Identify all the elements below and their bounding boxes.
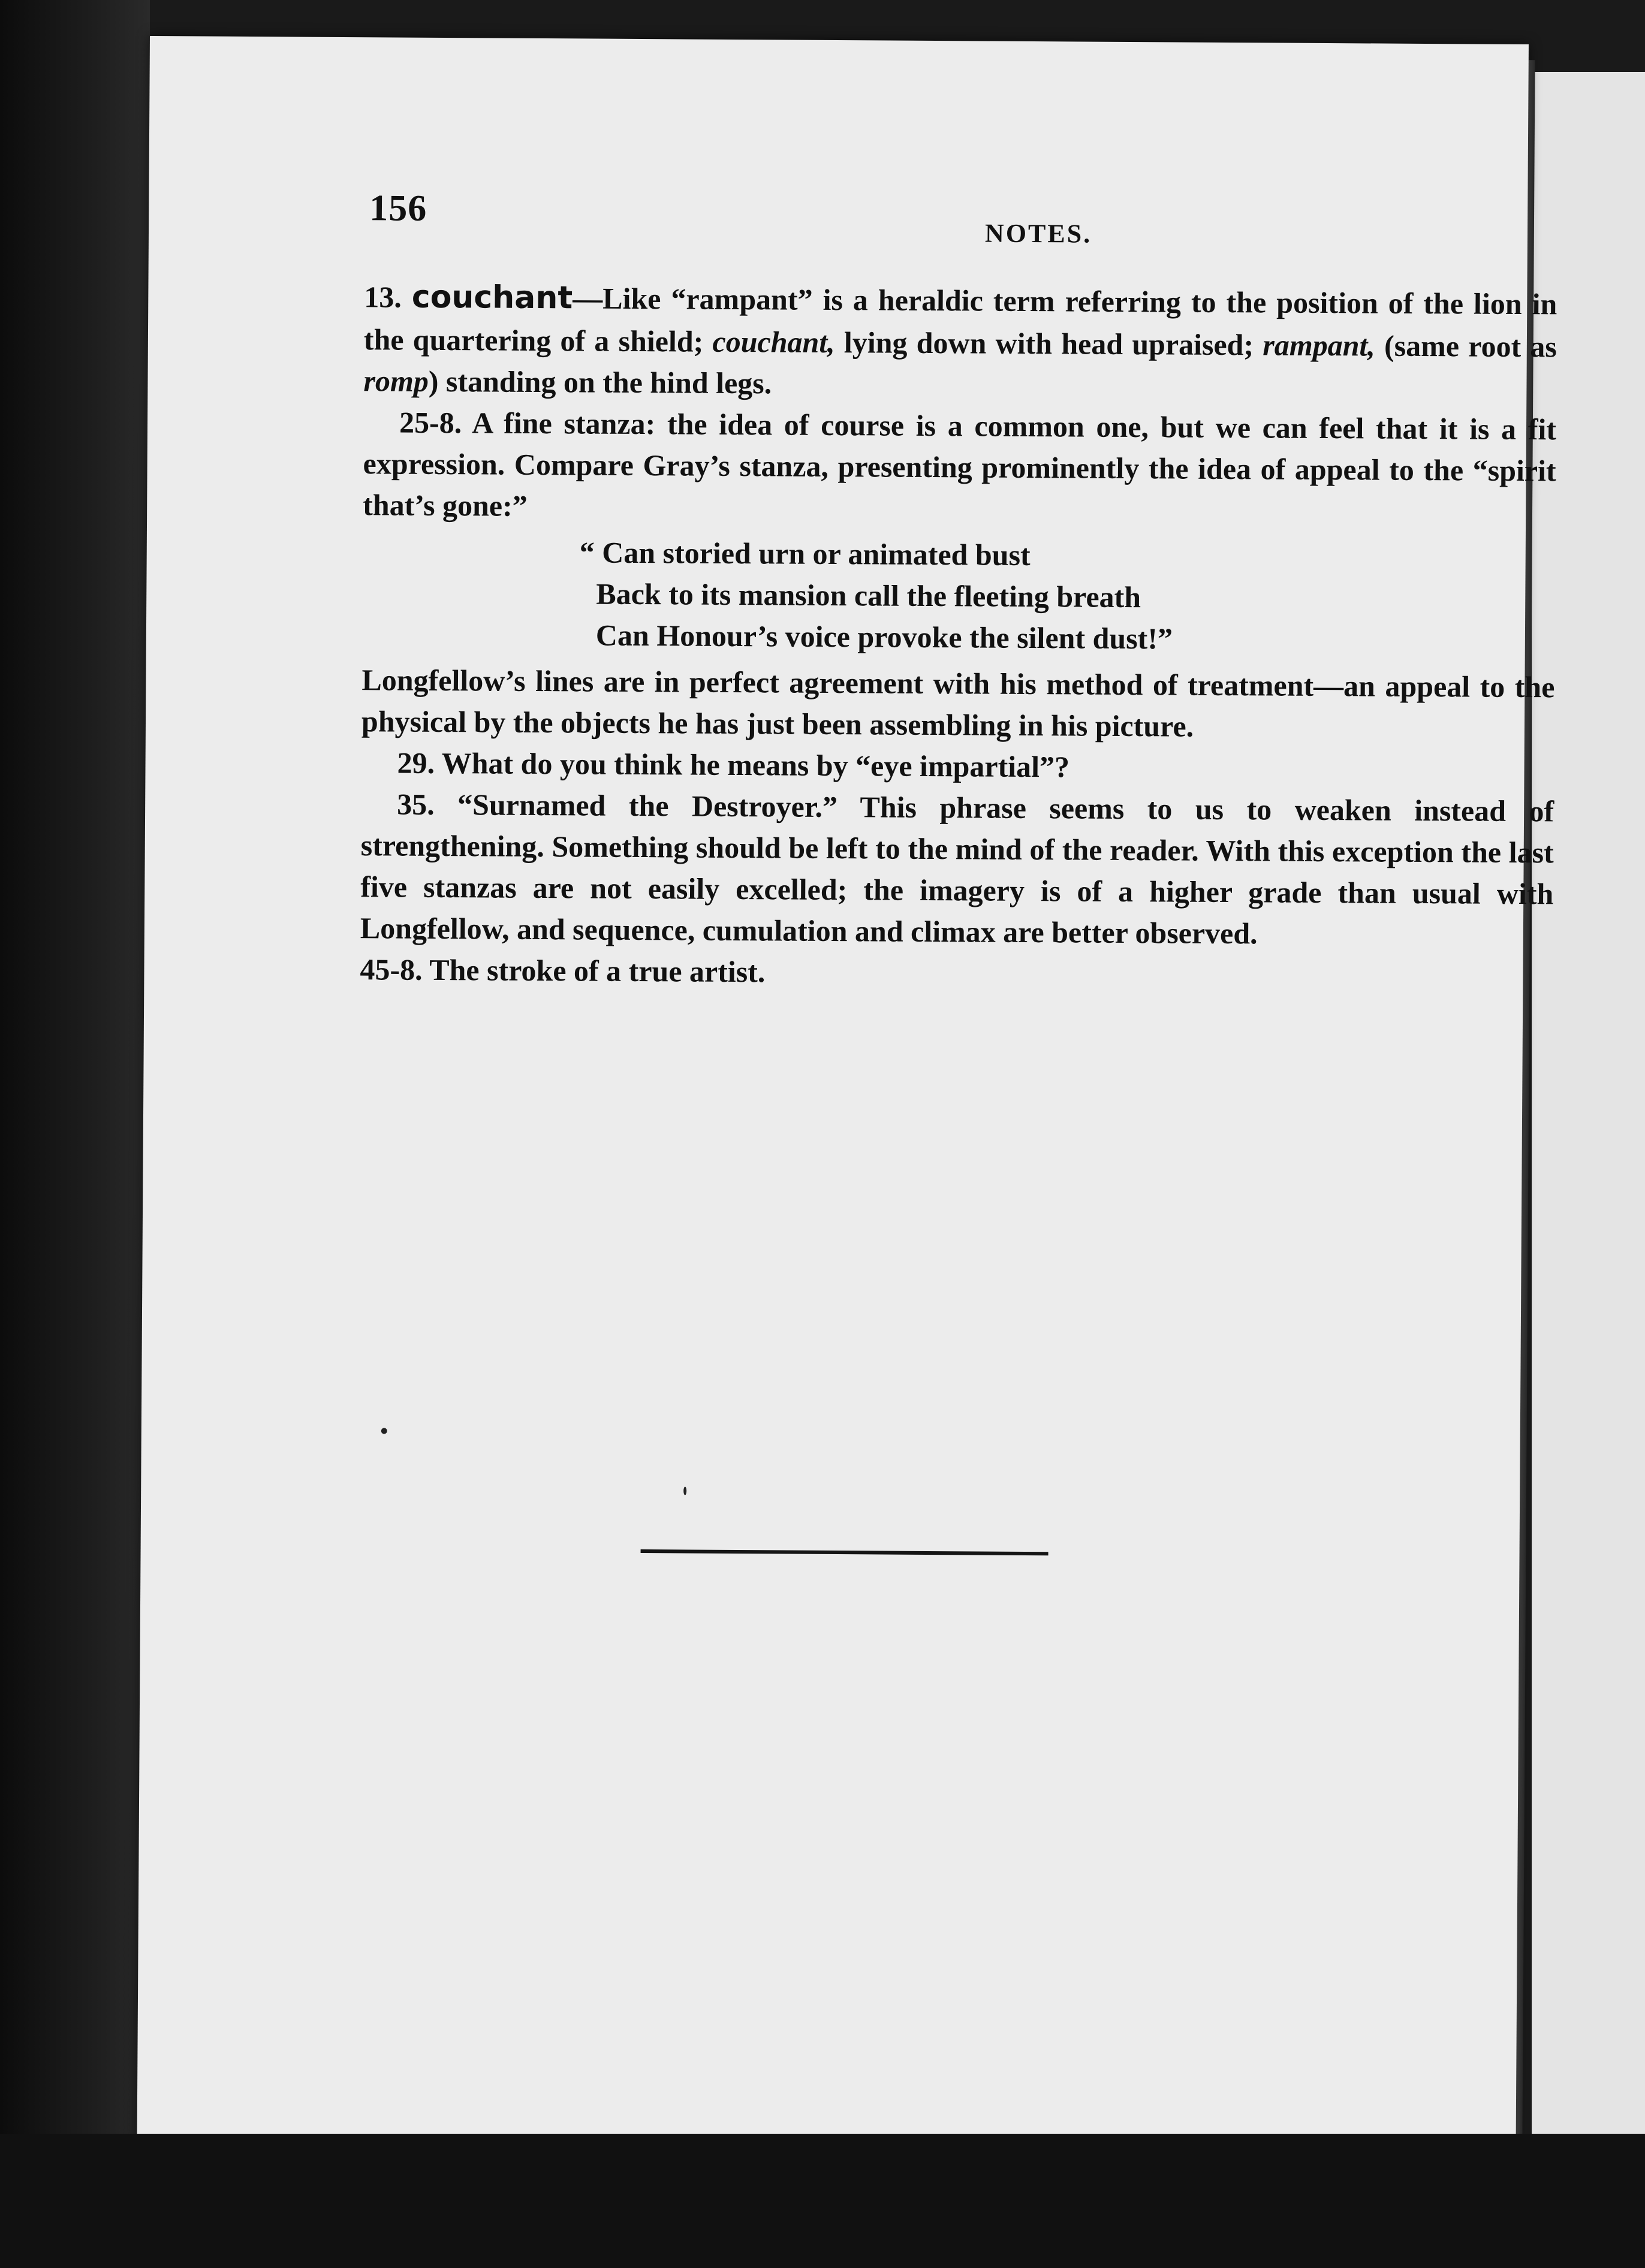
note-13 — [363, 276, 1557, 409]
scan-background-left — [0, 0, 150, 2268]
note-text: The stroke of a true artist. — [429, 952, 766, 989]
note-number: 35. — [397, 787, 435, 821]
running-head: NOTES. — [984, 218, 1092, 249]
gray-quotation — [579, 532, 1556, 662]
note-number: 13. — [364, 280, 402, 314]
quote-line: Can Honour’s voice provoke the silent dust!” — [595, 618, 1173, 656]
end-rule — [641, 1549, 1049, 1555]
note-text-part: (same root as — [1375, 328, 1557, 364]
continuation-paragraph: Longfellow’s lines are in perfect agreement with his method of treatment—an appeal to the physical by the objects he has just been assembling in his picture. — [361, 662, 1555, 743]
note-text: “Surnamed the Destroyer.” This phrase seems to us to weaken instead of strengthening. Something should be left to the mind of the reader. With this exception the last five stanzas are not easily excelled; the imagery is of a higher grade than usual with Longfellow, and sequence, cumulation and climax are better observed. — [360, 787, 1554, 951]
note-text-part: ) standing on the hind legs. — [428, 364, 772, 400]
note-term: couchant — [411, 279, 573, 316]
note-number: 29. — [397, 746, 435, 780]
note-text: A fine stanza: the idea of course is a common one, but we can feel that it is a fit expression. Compare Gray’s stanza, presenting prominently the idea of appeal to the “spirit that’s gone:” — [363, 406, 1557, 523]
note-text-part: couchant, — [712, 324, 835, 359]
note-25-8 — [363, 402, 1556, 533]
book-page — [137, 36, 1557, 2148]
note-45-8 — [360, 949, 1553, 997]
quote-line: Back to its mansion call the fleeting breath — [596, 577, 1141, 614]
notes-text — [360, 276, 1557, 997]
ink-speck — [683, 1486, 686, 1495]
note-text: What do you think he means by “eye impartial”? — [441, 746, 1070, 784]
note-number: 45-8. — [360, 952, 423, 987]
scan-background-bottom — [0, 2134, 1645, 2268]
note-text-part: lying down with head upraised; — [834, 325, 1263, 362]
note-number: 25-8. — [399, 405, 462, 439]
note-29 — [361, 742, 1554, 791]
quote-line: “ Can storied urn or animated bust — [579, 535, 1031, 572]
note-text-part: romp — [363, 363, 429, 398]
note-35 — [360, 783, 1554, 956]
note-text-part: —Like “rampant” is a heraldic term referring to the position of the lion in the quartering of a shield; — [363, 281, 1557, 358]
page-number: 156 — [369, 188, 427, 229]
note-text-part: rampant, — [1263, 328, 1376, 363]
ink-speck — [381, 1428, 387, 1434]
